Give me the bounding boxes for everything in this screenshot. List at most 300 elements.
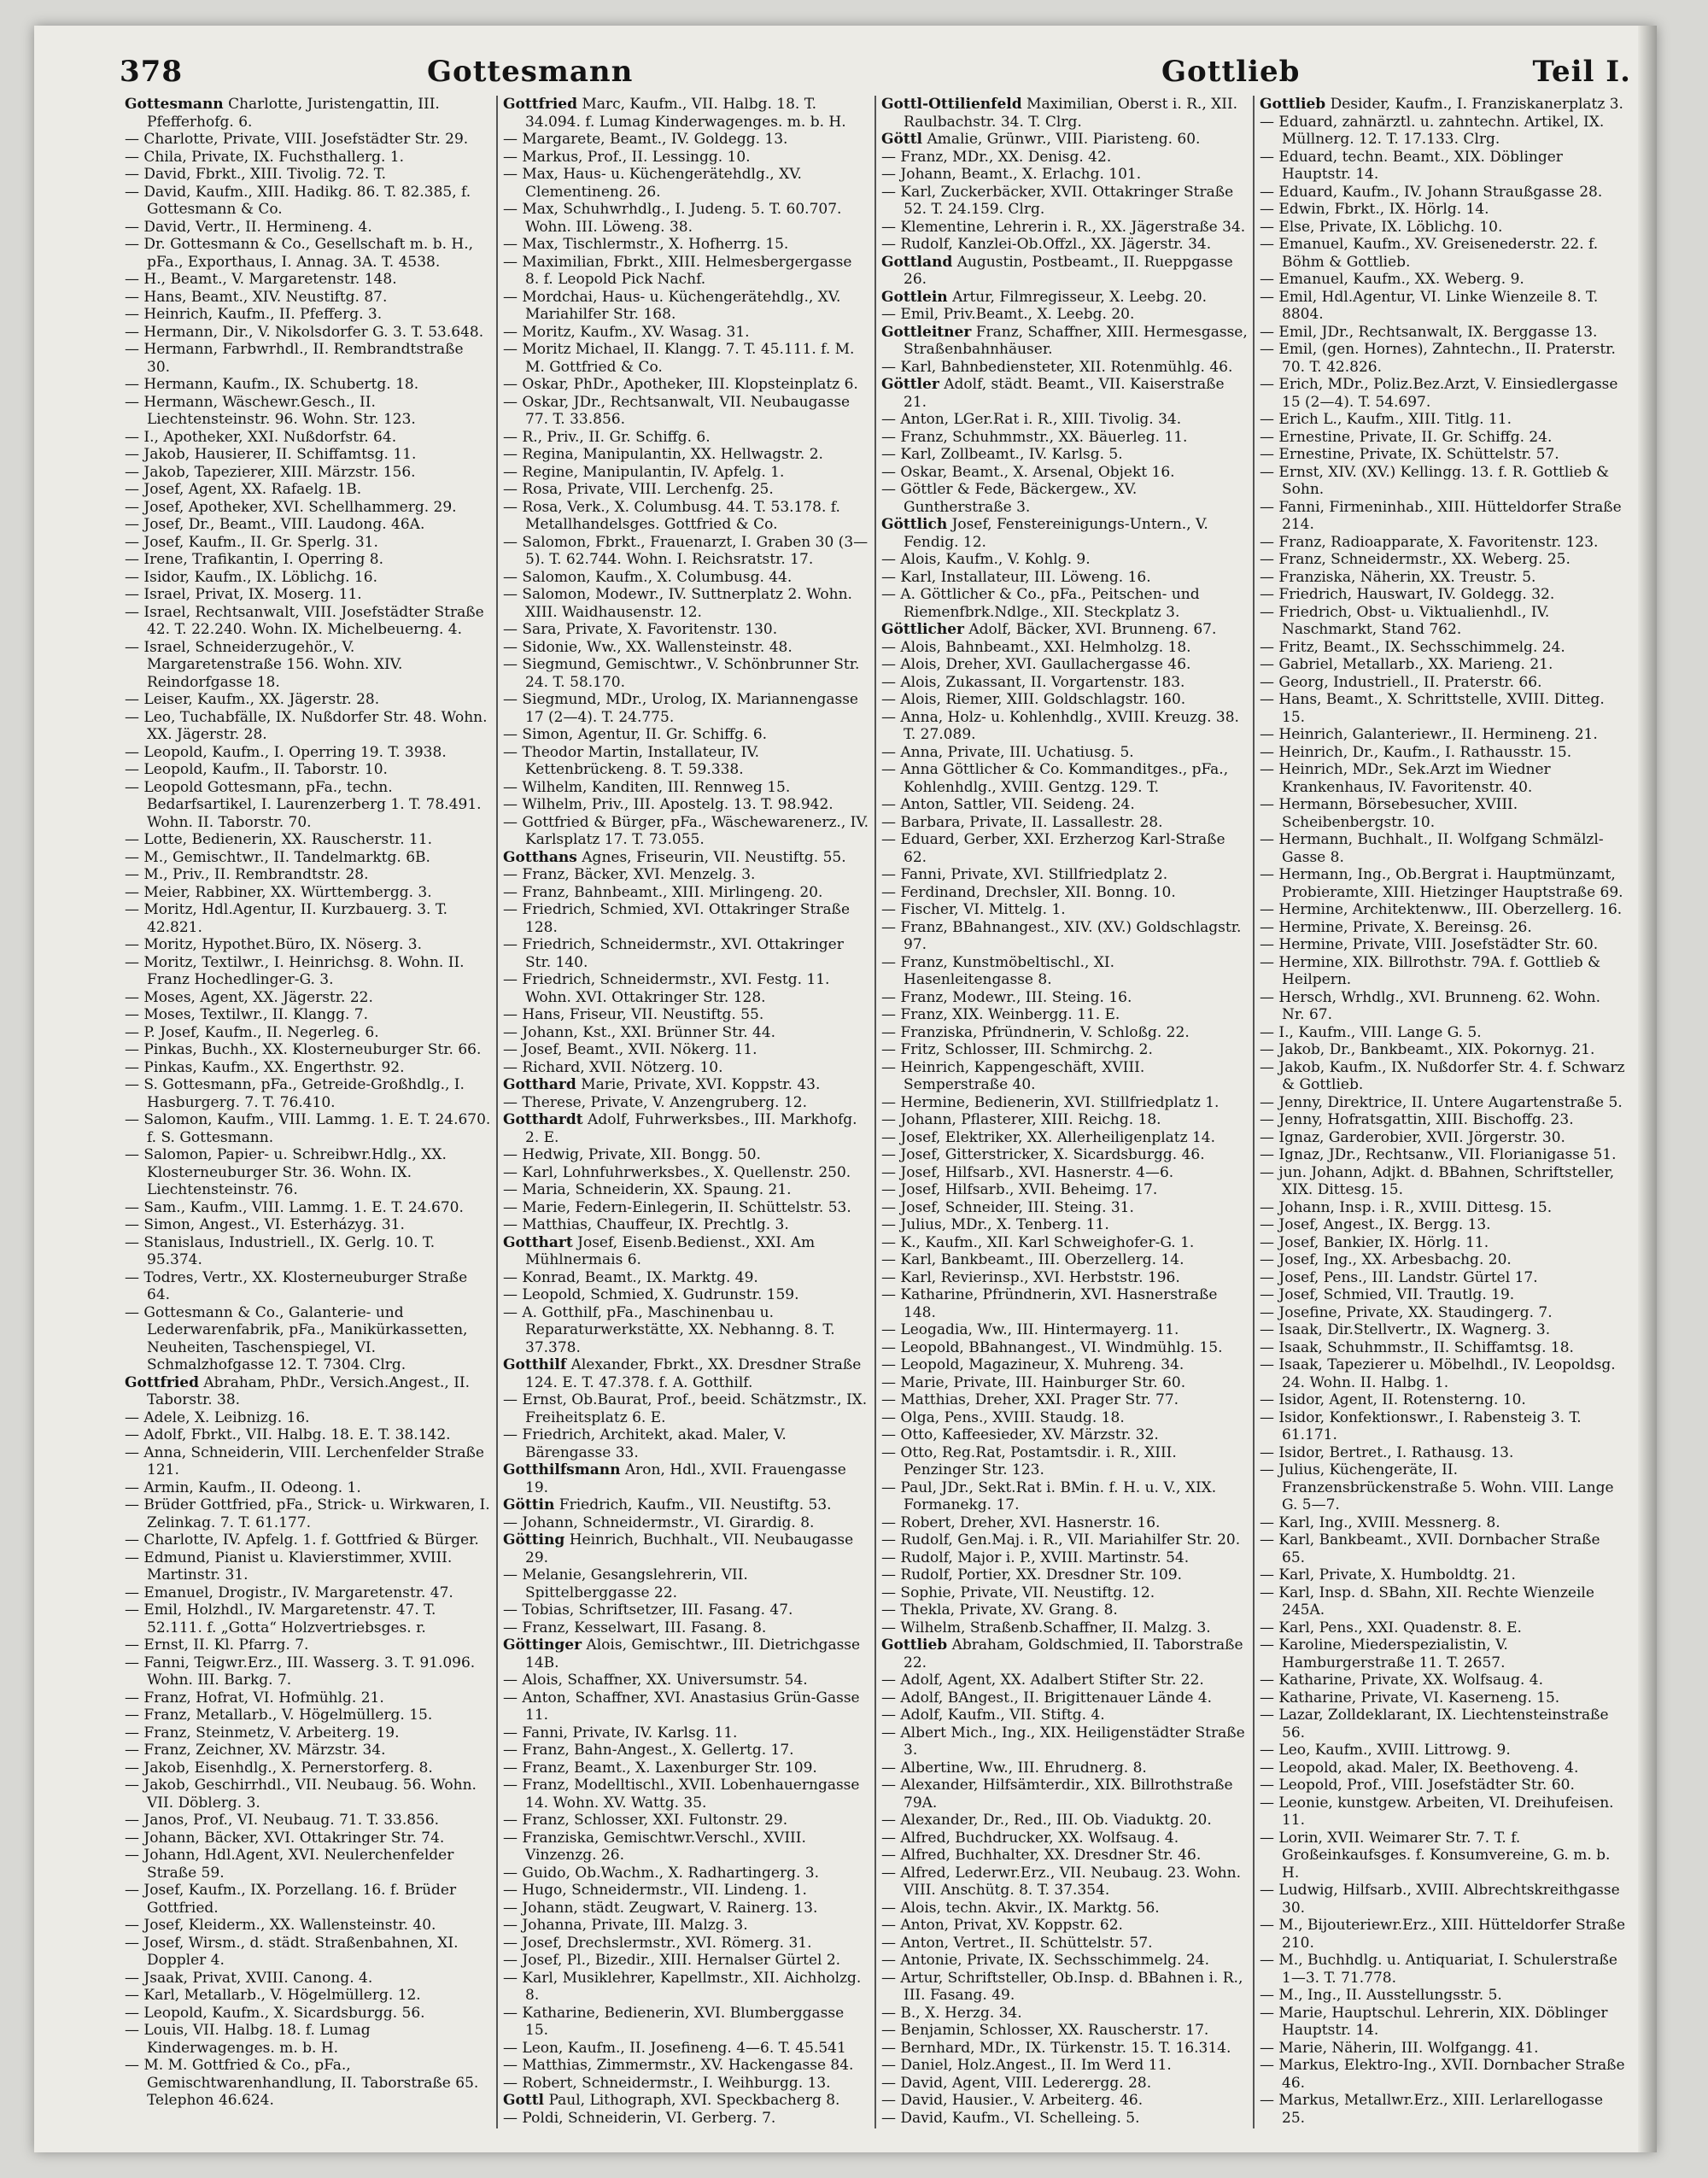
directory-entry xyxy=(1260,236,1626,271)
directory-entry xyxy=(1260,901,1626,919)
directory-entry xyxy=(881,1199,1248,1217)
entry-text: — Jakob, Dr., Bankbeamt., XIX. Pokornyg. 21. xyxy=(1260,1041,1595,1058)
directory-entry xyxy=(1260,1531,1626,1566)
directory-entry xyxy=(503,744,869,779)
entry-text: — Edwin, Fbrkt., IX. Hörlg. 14. xyxy=(1260,201,1489,218)
directory-entry xyxy=(125,1216,491,1234)
directory-entry xyxy=(1260,1461,1626,1514)
directory-entry xyxy=(881,674,1248,692)
directory-entry xyxy=(1260,796,1626,831)
directory-entry xyxy=(125,166,491,184)
entry-text: — Franz, Schneidermstr., XX. Weberg. 25. xyxy=(1260,551,1571,568)
directory-entry xyxy=(1260,586,1626,604)
entry-text: — Rudolf, Kanzlei-Ob.Offzl., XX. Jägerstr. 34. xyxy=(881,236,1212,253)
directory-entry xyxy=(1260,1269,1626,1287)
directory-entry xyxy=(503,1286,869,1304)
entry-surname: Gottlieb xyxy=(1260,96,1326,113)
entry-text: — Israel, Rechtsanwalt, VIII. Josefstädter Straße 42. T. 22.240. Wohn. IX. Michelbeuerng. 4. xyxy=(125,603,484,638)
directory-entry xyxy=(125,849,491,867)
directory-entry xyxy=(503,639,869,657)
entry-text: — Charlotte, Private, VIII. Josefstädter Str. 29. xyxy=(125,131,469,148)
entry-text: — Leon, Kaufm., II. Josefineng. 4—6. T. 45.541 xyxy=(503,2039,846,2057)
directory-entry xyxy=(125,1759,491,1777)
directory-entry xyxy=(881,1636,1248,1672)
entry-text: — M., Gemischtwr., II. Tandelmarktg. 6B. xyxy=(125,848,430,866)
entry-text: — Josef, Pens., III. Landstr. Gürtel 17. xyxy=(1260,1268,1538,1286)
entry-text: Augustin, Postbeamt., II. Rueppgasse 26. xyxy=(904,253,1233,288)
entry-text: — Sidonie, Ww., XX. Wallensteinstr. 48. xyxy=(503,638,793,656)
entry-text: — Friedrich, Schneidermstr., XVI. Festg. 11. Wohn. XVI. Ottakringer Str. 128. xyxy=(503,971,830,1006)
directory-entry xyxy=(1260,289,1626,324)
directory-entry xyxy=(503,866,869,884)
directory-entry xyxy=(1260,1917,1626,1952)
entry-text: — Moritz, Hypothet.Büro, IX. Nöserg. 3. xyxy=(125,936,422,953)
entry-text: — Siegmund, MDr., Urolog, IX. Mariannengasse 17 (2—4). T. 24.775. xyxy=(503,691,858,726)
entry-text: — Karl, Metallarb., V. Högelmüllerg. 12. xyxy=(125,1987,421,2004)
directory-entry xyxy=(125,464,491,482)
directory-entry xyxy=(881,96,1248,131)
entry-text: — Karoline, Miederspezialistin, V. Hamburgerstraße 11. T. 2657. xyxy=(1260,1636,1508,1672)
column-4 xyxy=(1255,96,1631,2128)
directory-entry xyxy=(503,1777,869,1812)
entry-text: — Franz, BBahnangest., XIV. (XV.) Goldschlagstr. 97. xyxy=(881,918,1242,953)
entry-surname: Gottleitner xyxy=(881,323,972,341)
directory-entry xyxy=(503,1041,869,1059)
directory-entry xyxy=(1260,1059,1626,1094)
entry-text: — Leonie, kunstgew. Arbeiten, VI. Dreihufeisen. 11. xyxy=(1260,1794,1614,1829)
directory-entry xyxy=(881,1286,1248,1321)
entry-text: — Josef, Drechslermstr., XVI. Römerg. 31. xyxy=(503,1934,812,1952)
directory-entry xyxy=(1260,1952,1626,1987)
entry-text: — Fanni, Firmeninhab., XIII. Hütteldorfer Straße 214. xyxy=(1260,498,1622,533)
entry-text: — M., Buchhdlg. u. Antiquariat, I. Schulerstraße 1—3. T. 71.778. xyxy=(1260,1952,1617,1987)
entry-text: — Moses, Textilwr., II. Klangg. 7. xyxy=(125,1006,369,1023)
directory-entry xyxy=(1260,1164,1626,1199)
entry-surname: Göttl xyxy=(881,131,923,148)
directory-entry xyxy=(503,1917,869,1935)
entry-surname: Gotthilfsmann xyxy=(503,1461,621,1478)
entry-text: — Friedrich, Architekt, akad. Maler, V. Bärengasse 33. xyxy=(503,1426,787,1461)
entry-text: — Maria, Schneiderin, XX. Spaung. 21. xyxy=(503,1181,792,1198)
directory-entry xyxy=(125,1374,491,1409)
entry-text: — Isidor, Bertret., I. Rathausg. 13. xyxy=(1260,1443,1514,1461)
directory-entry xyxy=(1260,1024,1626,1042)
directory-entry xyxy=(1260,936,1626,954)
directory-entry xyxy=(881,149,1248,167)
directory-entry xyxy=(503,1426,869,1461)
directory-entry xyxy=(503,1024,869,1042)
entry-text: — Ignaz, JDr., Rechtsanw., VII. Florianigasse 51. xyxy=(1260,1146,1617,1163)
directory-entry xyxy=(125,831,491,849)
directory-entry xyxy=(503,534,869,569)
entry-text: — Franz, Modewr., III. Steing. 16. xyxy=(881,988,1132,1006)
entry-text: — Karl, Private, X. Humboldtg. 21. xyxy=(1260,1566,1516,1584)
entry-text: Artur, Filmregisseur, X. Leebg. 20. xyxy=(952,288,1208,306)
entry-text: — Josef, Dr., Beamt., VIII. Laudong. 46A. xyxy=(125,516,425,533)
directory-entry xyxy=(503,236,869,254)
entry-text: — Josef, Bankier, IX. Hörlg. 11. xyxy=(1260,1233,1489,1251)
entry-text: — Todres, Vertr., XX. Klosterneuburger Straße 64. xyxy=(125,1268,468,1303)
entry-text: — Moses, Agent, XX. Jägerstr. 22. xyxy=(125,988,373,1006)
entry-text: — Anna, Holz- u. Kohlenhdlg., XVIII. Kreuzg. 38. T. 27.089. xyxy=(881,708,1239,743)
directory-entry xyxy=(881,1970,1248,2005)
entry-text: — Else, Private, IX. Löblichg. 10. xyxy=(1260,218,1503,236)
directory-entry xyxy=(1260,2040,1626,2058)
directory-entry xyxy=(503,1566,869,1601)
directory-entry xyxy=(881,1339,1248,1357)
directory-entry xyxy=(503,1531,869,1566)
directory-entry xyxy=(125,289,491,307)
entry-text: — Erich, MDr., Poliz.Bez.Arzt, V. Einsiedlergasse 15 (2—4). T. 54.697. xyxy=(1260,376,1618,411)
directory-entry xyxy=(125,1636,491,1654)
entry-text: — Moritz Michael, II. Klangg. 7. T. 45.111. f. M. M. Gottfried & Co. xyxy=(503,341,855,376)
directory-entry xyxy=(1260,1707,1626,1742)
entry-text: — Alexander, Dr., Red., III. Ob. Viaduktg. 20. xyxy=(881,1812,1212,1829)
directory-entry xyxy=(881,2092,1248,2110)
directory-entry xyxy=(503,1900,869,1917)
entry-text: — Hermine, Architektenww., III. Oberzellerg. 16. xyxy=(1260,901,1623,918)
entry-text: — Hermine, Bedienerin, XVI. Stillfriedplatz 1. xyxy=(881,1093,1220,1111)
directory-entry xyxy=(125,1111,491,1146)
entry-text: — Karl, Musiklehrer, Kapellmstr., XII. Aichholzg. 8. xyxy=(503,1969,862,2004)
directory-entry xyxy=(503,324,869,342)
directory-entry xyxy=(881,761,1248,796)
directory-entry xyxy=(881,1549,1248,1567)
entry-text: Adolf, Fuhrwerksbes., III. Markhofg. 2. E. xyxy=(525,1111,857,1146)
directory-entry xyxy=(125,341,491,376)
directory-entry xyxy=(881,1234,1248,1252)
entry-text: Charlotte, Juristengattin, III. Pfefferhofg. 6. xyxy=(147,96,440,131)
directory-entry xyxy=(1260,341,1626,376)
directory-entry xyxy=(1260,1619,1626,1637)
page-number: 378 xyxy=(120,55,183,89)
entry-surname: Gottlieb xyxy=(881,1636,948,1654)
entry-text: — Friedrich, Obst- u. Viktualienhdl., IV. Naschmarkt, Stand 762. xyxy=(1260,603,1550,638)
directory-entry xyxy=(503,394,869,429)
directory-entry xyxy=(881,376,1248,411)
directory-entry xyxy=(503,1461,869,1496)
entry-text: — Leopold, Kaufm., II. Taborstr. 10. xyxy=(125,761,388,778)
directory-entry xyxy=(881,1935,1248,1953)
entry-text: — Franz, Hofrat, VI. Hofmühlg. 21. xyxy=(125,1689,384,1707)
entry-text: — Israel, Privat, IX. Moserg. 11. xyxy=(125,586,362,603)
entry-text: — Salomon, Fbrkt., Frauenarzt, I. Graben 30 (3—5). T. 62.744. Wohn. I. Reichsratstr. 17. xyxy=(503,533,869,568)
directory-entry xyxy=(125,1199,491,1217)
directory-entry xyxy=(125,1601,491,1636)
directory-entry xyxy=(881,1181,1248,1199)
directory-entry xyxy=(881,1672,1248,1689)
entry-text: — Anna, Schneiderin, VIII. Lerchenfelder Straße 121. xyxy=(125,1443,484,1478)
directory-entry xyxy=(125,1987,491,2005)
right-running-head: Gottlieb xyxy=(1161,55,1301,89)
entry-text: — Leo, Kaufm., XVIII. Littrowg. 9. xyxy=(1260,1742,1511,1759)
directory-entry xyxy=(503,2075,869,2093)
directory-entry xyxy=(881,131,1248,149)
entry-text: — Franz, Zeichner, XV. Märzstr. 34. xyxy=(125,1742,386,1759)
entry-text: Desider, Kaufm., I. Franziskanerplatz 3. xyxy=(1330,96,1623,113)
entry-text: — Johann, Pflasterer, XIII. Reichg. 18. xyxy=(881,1111,1161,1128)
entry-text: — Gabriel, Metallarb., XX. Marieng. 21. xyxy=(1260,656,1553,673)
entry-text: — K., Kaufm., XII. Karl Schweighofer-G. 1. xyxy=(881,1233,1195,1251)
entry-text: — Karl, Lohnfuhrwerksbes., X. Quellenstr. 250. xyxy=(503,1163,851,1181)
directory-entry xyxy=(125,954,491,989)
entry-text: — Konrad, Beamt., IX. Marktg. 49. xyxy=(503,1268,758,1286)
entry-text: — Hermine, Private, VIII. Josefstädter Str. 60. xyxy=(1260,936,1599,953)
entry-text: — Göttler & Fede, Bäckergew., XV. Guntherstraße 3. xyxy=(881,481,1138,516)
entry-text: — Adolf, Agent, XX. Adalbert Stifter Str. 22. xyxy=(881,1672,1204,1689)
entry-text: — Leopold Gottesmann, pFa., techn. Bedarfsartikel, I. Laurenzerberg 1. T. 78.491. Wohn. II. Taborstr. 70. xyxy=(125,778,482,831)
entry-text: — Melanie, Gesangslehrerin, VII. Spittelberggasse 22. xyxy=(503,1566,748,1601)
entry-text: — Adele, X. Leibnizg. 16. xyxy=(125,1408,310,1426)
directory-entry xyxy=(503,779,869,797)
entry-surname: Gotthilf xyxy=(503,1356,567,1373)
entry-text: — Hermann, Wäschewr.Gesch., II. Liechtensteinstr. 96. Wohn. Str. 123. xyxy=(125,393,416,428)
entry-text: — P. Josef, Kaufm., II. Negerleg. 6. xyxy=(125,1023,379,1041)
directory-entry xyxy=(125,1479,491,1497)
directory-entry xyxy=(1260,271,1626,289)
entry-text: — Sara, Private, X. Favoritenstr. 130. xyxy=(503,621,778,638)
entry-text: — Theodor Martin, Installateur, IV. Kettenbrückeng. 8. T. 59.338. xyxy=(503,743,760,778)
entry-text: — Franz, Modelltischl., XVII. Lobenhauerngasse 14. Wohn. XV. Wattg. 35. xyxy=(503,1777,860,1812)
entry-text: — M., Ing., II. Ausstellungsstr. 5. xyxy=(1260,1987,1502,2004)
directory-entry xyxy=(881,1812,1248,1830)
directory-entry xyxy=(1260,1129,1626,1147)
entry-text: — Hermann, Ing., Ob.Bergrat i. Hauptmünzamt, Probieramte, XIII. Hietzinger Hauptstraße 69. xyxy=(1260,866,1623,901)
directory-entry xyxy=(503,1059,869,1077)
directory-entry xyxy=(881,1514,1248,1532)
directory-entry xyxy=(125,1146,491,1199)
directory-entry xyxy=(503,1006,869,1024)
directory-entry xyxy=(1260,376,1626,411)
directory-entry xyxy=(881,254,1248,289)
directory-entry xyxy=(1260,534,1626,552)
directory-entry xyxy=(1260,499,1626,534)
directory-entry xyxy=(1260,954,1626,989)
entry-text: Maximilian, Oberst i. R., XII. Raulbachstr. 34. T. Clrg. xyxy=(904,96,1238,131)
entry-text: — M., Bijouteriewr.Erz., XIII. Hütteldorfer Straße 210. xyxy=(1260,1917,1626,1952)
directory-entry xyxy=(503,254,869,289)
entry-text: — Franziska, Pfründnerin, V. Schloßg. 22. xyxy=(881,1023,1190,1041)
directory-entry xyxy=(1260,1444,1626,1462)
directory-entry xyxy=(881,954,1248,989)
directory-entry xyxy=(125,1777,491,1812)
directory-entry xyxy=(503,341,869,376)
directory-entry xyxy=(881,1917,1248,1935)
directory-entry xyxy=(503,201,869,236)
entry-text: — Isaak, Tapezierer u. Möbelhdl., IV. Leopoldsg. 24. Wohn. II. Halbg. 1. xyxy=(1260,1356,1616,1391)
entry-text: — David, Fbrkt., XIII. Tivolig. 72. T. xyxy=(125,166,386,183)
entry-text: — Johanna, Private, III. Malzg. 3. xyxy=(503,1917,748,1934)
entry-text: — Karl, Zuckerbäcker, XVII. Ottakringer Straße 52. T. 24.159. Clrg. xyxy=(881,183,1234,218)
entry-text: — Matthias, Zimmermstr., XV. Hackengasse 84. xyxy=(503,2057,854,2074)
entry-text: — Franziska, Näherin, XX. Treustr. 5. xyxy=(1260,568,1536,586)
entry-text: — Louis, VII. Halbg. 18. f. Lumag Kinderwagenges. m. b. H. xyxy=(125,2022,371,2057)
entry-surname: Götting xyxy=(503,1531,565,1549)
entry-text: — Charlotte, IV. Apfelg. 1. f. Gottfried & Bürger. xyxy=(125,1531,479,1549)
entry-text: — Ferdinand, Drechsler, XII. Bonng. 10. xyxy=(881,883,1176,901)
directory-entry xyxy=(881,919,1248,954)
directory-entry xyxy=(1260,1987,1626,2005)
entry-text: — Leopold, Schmied, X. Gudrunstr. 159. xyxy=(503,1286,799,1303)
entry-text: Franz, Schaffner, XIII. Hermesgasse, Straßenbahnhäuser. xyxy=(904,323,1248,358)
entry-text: — Johann, Kst., XXI. Brünner Str. 44. xyxy=(503,1023,776,1041)
entry-text: — Oskar, PhDr., Apotheker, III. Klopsteinplatz 6. xyxy=(503,376,858,393)
entry-text: — A. Gotthilf, pFa., Maschinenbau u. Reparaturwerkstätte, XX. Nebhanng. 8. T. 37.378. xyxy=(503,1303,835,1356)
entry-text: — Guido, Ob.Wachm., X. Radhartingerg. 3. xyxy=(503,1864,819,1882)
entry-text: — Oskar, Beamt., X. Arsenal, Objekt 16. xyxy=(881,463,1175,481)
entry-text: — Meier, Rabbiner, XX. Württembergg. 3. xyxy=(125,883,432,901)
entry-text: — S. Gottesmann, pFa., Getreide-Großhdlg., I. Hasburgerg. 7. T. 76.410. xyxy=(125,1076,465,1111)
directory-entry xyxy=(1260,201,1626,219)
entry-text: — Matthias, Chauffeur, IX. Prechtlg. 3. xyxy=(503,1216,789,1233)
directory-entry xyxy=(503,429,869,447)
entry-text: — Margarete, Beamt., IV. Goldegg. 13. xyxy=(503,131,788,148)
entry-text: — Josef, Schmied, VII. Trautlg. 19. xyxy=(1260,1286,1515,1303)
entry-text: — Rosa, Verk., X. Columbusg. 44. T. 53.178. f. Metallhandelsges. Gottfried & Co. xyxy=(503,498,840,533)
directory-entry xyxy=(881,1269,1248,1287)
entry-text: Adolf, Bäcker, XVI. Brunneng. 67. xyxy=(968,621,1217,638)
page-header xyxy=(120,43,1631,94)
entry-text: — Anton, Schaffner, XVI. Anastasius Grün-Gasse 11. xyxy=(503,1689,860,1724)
directory-entry xyxy=(503,1234,869,1269)
entry-text: Abraham, PhDr., Versich.Angest., II. Taborstr. 38. xyxy=(147,1373,471,1408)
entry-text: — Heinrich, Galanteriewr., II. Hermineng. 21. xyxy=(1260,726,1598,743)
entry-text: — Armin, Kaufm., II. Odeong. 1. xyxy=(125,1478,361,1496)
directory-entry xyxy=(125,1882,491,1917)
directory-entry xyxy=(125,1426,491,1444)
entry-text: — Isidor, Konfektionswr., I. Rabensteig 3. T. 61.171. xyxy=(1260,1408,1582,1443)
entry-text: — Ernestine, Private, II. Gr. Schiffg. 24. xyxy=(1260,428,1553,446)
directory-entry xyxy=(881,1024,1248,1042)
entry-text: — Isaak, Schuhmmstr., II. Schiffamtsg. 18. xyxy=(1260,1338,1574,1356)
directory-entry xyxy=(503,2092,869,2110)
entry-text: — Marie, Hauptschul. Lehrerin, XIX. Döblinger Hauptstr. 14. xyxy=(1260,2004,1608,2039)
entry-text: — Moritz, Kaufm., XV. Wasag. 31. xyxy=(503,323,750,341)
entry-text: — Karl, Ing., XVIII. Messnerg. 8. xyxy=(1260,1513,1500,1531)
directory-entry xyxy=(503,481,869,499)
directory-entry xyxy=(503,446,869,464)
entry-text: — Wilhelm, Kanditen, III. Rennweg 15. xyxy=(503,778,791,796)
directory-entry xyxy=(125,1812,491,1830)
directory-entry xyxy=(1260,411,1626,429)
directory-entry xyxy=(503,1952,869,1970)
directory-entry xyxy=(881,1479,1248,1514)
entry-text: — Lorin, XVII. Weimarer Str. 7. T. f. Großeinkaufsges. f. Konsumvereine, G. m. b. H. xyxy=(1260,1829,1611,1882)
entry-text: — Karl, Zollbeamt., IV. Karlsg. 5. xyxy=(881,446,1123,463)
entry-text: — Mordchai, Haus- u. Küchengerätehdlg., XV. Mariahilfer Str. 168. xyxy=(503,288,841,323)
entry-text: — Oskar, JDr., Rechtsanwalt, VII. Neubaugasse 77. T. 33.856. xyxy=(503,393,851,428)
entry-text: — Israel, Schneiderzugehör., V. Margaretenstraße 156. Wohn. XIV. Reindorfgasse 18. xyxy=(125,638,403,691)
directory-entry xyxy=(503,1759,869,1777)
entry-surname: Gottfried xyxy=(125,1373,199,1391)
directory-entry xyxy=(881,1707,1248,1724)
entry-text: — Franz, Steinmetz, V. Arbeiterg. 19. xyxy=(125,1724,400,1742)
entry-text: — Robert, Dreher, XVI. Hasnerstr. 16. xyxy=(881,1513,1161,1531)
directory-entry xyxy=(125,744,491,762)
entry-text: — Heinrich, Kaufm., II. Pfefferg. 3. xyxy=(125,306,383,323)
left-running-head: Gottesmann xyxy=(427,55,634,89)
entry-text: — Josef, Ing., XX. Arbesbachg. 20. xyxy=(1260,1251,1512,1268)
directory-entry xyxy=(503,2040,869,2058)
directory-entry xyxy=(881,481,1248,516)
directory-entry xyxy=(881,691,1248,709)
entry-text: — Lotte, Bedienerin, XX. Rauscherstr. 11. xyxy=(125,831,433,848)
directory-entry xyxy=(503,726,869,744)
directory-entry xyxy=(125,586,491,604)
entry-text: — Katharine, Private, XX. Wolfsaug. 4. xyxy=(1260,1672,1543,1689)
entry-text: — Eduard, Gerber, XXI. Erzherzog Karl-Straße 62. xyxy=(881,831,1225,866)
entry-text: — Gottesmann & Co., Galanterie- und Lederwarenfabrik, pFa., Manikürkassetten, Neuheiten, Taschenspiegel, VI. Schmalzhofgasse 12. T. 7304. Clrg. xyxy=(125,1303,468,1373)
directory-entry xyxy=(881,289,1248,307)
entry-text: — Wilhelm, Straßenb.Schaffner, II. Malzg. 3. xyxy=(881,1619,1211,1636)
entry-text: — Leogadia, Ww., III. Hintermayerg. 11. xyxy=(881,1321,1179,1338)
entry-text: — B., X. Herzg. 34. xyxy=(881,2004,1022,2022)
directory-entry xyxy=(125,1024,491,1042)
directory-entry xyxy=(503,691,869,726)
entry-text: Adolf, städt. Beamt., VII. Kaiserstraße 21. xyxy=(904,376,1225,411)
entry-text: — Eduard, Kaufm., IV. Johann Straußgasse 28. xyxy=(1260,183,1603,201)
entry-text: — Emil, Priv.Beamt., X. Leebg. 20. xyxy=(881,306,1135,323)
directory-entry xyxy=(881,306,1248,324)
directory-entry xyxy=(125,2005,491,2023)
entry-text: — Katharine, Private, VI. Kaserneng. 15. xyxy=(1260,1689,1560,1707)
entry-text: — Alois, Kaufm., V. Kohlg. 9. xyxy=(881,551,1091,568)
entry-text: — Max, Schuhwrhdlg., I. Judeng. 5. T. 60.707. Wohn. III. Löweng. 38. xyxy=(503,201,842,236)
directory-entry xyxy=(881,656,1248,674)
entry-text: — Josef, Wirsm., d. städt. Straßenbahnen, XI. Doppler 4. xyxy=(125,1934,459,1969)
directory-entry xyxy=(1260,1584,1626,1619)
entry-text: — Adolf, Kaufm., VII. Stiftg. 4. xyxy=(881,1707,1105,1724)
directory-entry xyxy=(503,376,869,394)
directory-entry xyxy=(1260,604,1626,639)
entry-text: — Karl, Revierinsp., XVI. Herbststr. 196. xyxy=(881,1268,1180,1286)
entry-text: — Alfred, Lederwr.Erz., VII. Neubaug. 23. Wohn. VIII. Anschütg. 8. T. 37.354. xyxy=(881,1864,1241,1899)
directory-entry xyxy=(881,866,1248,884)
directory-entry xyxy=(125,1724,491,1742)
directory-entry xyxy=(125,96,491,131)
directory-entry xyxy=(125,1970,491,1988)
directory-entry xyxy=(125,1847,491,1882)
directory-entry xyxy=(503,849,869,867)
directory-entry xyxy=(503,1356,869,1391)
entry-text: — Brüder Gottfried, pFa., Strick- u. Wirkwaren, I. Zelinkag. 7. T. 61.177. xyxy=(125,1496,490,1531)
column-2 xyxy=(498,96,876,2128)
entry-text: — Max, Haus- u. Küchengerätehdlg., XV. Clementineng. 26. xyxy=(503,166,802,201)
entry-text: — Barbara, Private, II. Lassallestr. 28. xyxy=(881,813,1163,831)
directory-entry xyxy=(125,884,491,902)
directory-entry xyxy=(503,149,869,167)
directory-entry xyxy=(125,761,491,779)
entry-text: — Franz, Bahn-Angest., X. Gellertg. 17. xyxy=(503,1742,794,1759)
entry-text: — Ernestine, Private, IX. Schüttelstr. 57. xyxy=(1260,446,1559,463)
directory-entry xyxy=(125,1444,491,1479)
entry-text: — Jenny, Hofratsgattin, XIII. Bischoffg. 23. xyxy=(1260,1111,1574,1128)
directory-entry xyxy=(881,1900,1248,1917)
directory-entry xyxy=(881,989,1248,1007)
directory-entry xyxy=(503,1689,869,1724)
directory-entry xyxy=(1260,639,1626,657)
directory-entry xyxy=(125,236,491,271)
entry-text: — Leopold, Kaufm., X. Sicardsburgg. 56. xyxy=(125,2004,425,2022)
entry-text: — Artur, Schriftsteller, Ob.Insp. d. BBahnen i. R., III. Fasang. 49. xyxy=(881,1969,1243,2004)
directory-entry xyxy=(1260,1566,1626,1584)
entry-text: — Emanuel, Drogistr., IV. Margaretenstr. 47. xyxy=(125,1584,453,1601)
directory-entry xyxy=(1260,1146,1626,1164)
entry-text: — Alfred, Buchhalter, XX. Dresdner Str. 46. xyxy=(881,1847,1202,1864)
entry-text: — Adolf, Fbrkt., VII. Halbg. 18. E. T. 38.142. xyxy=(125,1426,451,1443)
directory-entry xyxy=(503,1111,869,1146)
directory-entry xyxy=(125,394,491,429)
